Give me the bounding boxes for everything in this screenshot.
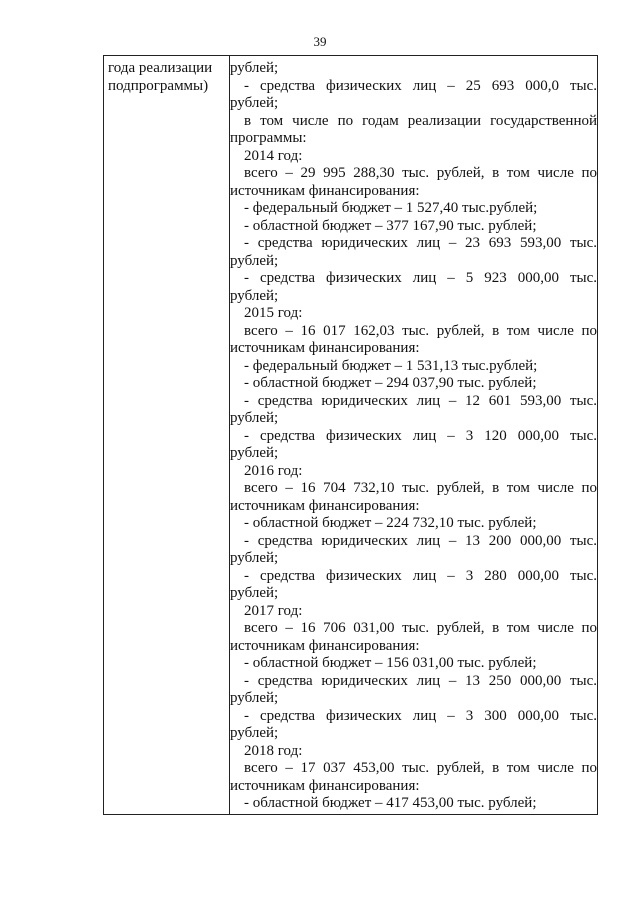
text-line: - областной бюджет – 377 167,90 тыс. рублей; [244, 217, 537, 234]
text-line: всего – 16 704 732,10 тыс. рублей, в том числе по [244, 480, 597, 496]
text-line: рублей; [230, 410, 279, 426]
left-cell-line: подпрограммы) [108, 77, 209, 94]
text-line: - средства физических лиц – 3 280 000,00 тыс. [244, 567, 597, 584]
text-line: рублей; [230, 585, 279, 601]
right-cell [230, 56, 598, 815]
text-line: в том числе по годам реализации государственной [244, 112, 597, 129]
text-line: рублей; [230, 725, 279, 741]
text-line: - средства юридических лиц – 13 200 000,00 тыс. [244, 532, 597, 549]
left-cell [104, 56, 230, 815]
year-heading: 2017 год: [244, 602, 303, 619]
text-line: - федеральный бюджет – 1 531,13 тыс.рублей; [244, 357, 538, 374]
year-heading: 2016 год: [244, 462, 303, 479]
year-heading: 2015 год: [244, 305, 303, 321]
text-line: рублей; [230, 445, 279, 461]
year-heading: 2018 год: [244, 742, 303, 759]
text-line: рублей; [230, 60, 279, 76]
left-cell-text [104, 56, 229, 95]
text-line: - областной бюджет – 417 453,00 тыс. рублей; [244, 795, 537, 811]
text-line: рублей; [230, 287, 279, 304]
text-line: рублей; [230, 252, 279, 269]
text-line: источникам финансирования: [230, 182, 420, 199]
text-line: - средства юридических лиц – 12 601 593,00 тыс. [244, 392, 597, 409]
text-line: - средства юридических лиц – 13 250 000,00 тыс. [244, 672, 597, 689]
text-line: рублей; [230, 690, 279, 706]
text-line: всего – 16 017 162,03 тыс. рублей, в том числе по [244, 322, 597, 339]
text-line: источникам финансирования: [230, 637, 420, 654]
text-line: всего – 16 706 031,00 тыс. рублей, в том числе по [244, 620, 597, 636]
table-row [104, 56, 598, 815]
text-line: рублей; [230, 95, 279, 111]
funding-table [103, 55, 598, 815]
text-line: - областной бюджет – 156 031,00 тыс. рублей; [244, 655, 537, 671]
text-line: источникам финансирования: [230, 340, 420, 356]
text-line: - средства физических лиц – 25 693 000,0 тыс. [244, 77, 597, 94]
funding-text [230, 56, 597, 814]
text-line: рублей; [230, 550, 279, 566]
text-line: - средства юридических лиц – 23 693 593,00 тыс. [244, 235, 597, 251]
text-line: источникам финансирования: [230, 777, 420, 794]
text-line: всего – 29 995 288,30 тыс. рублей, в том числе по [244, 165, 597, 181]
text-line: всего – 17 037 453,00 тыс. рублей, в том числе по [244, 760, 597, 776]
text-line: - областной бюджет – 294 037,90 тыс. рублей; [244, 375, 537, 391]
text-line: программы: [230, 130, 307, 146]
left-cell-line: года реализации [108, 60, 213, 76]
text-line: - областной бюджет – 224 732,10 тыс. рублей; [244, 515, 537, 531]
page-number: 39 [313, 34, 327, 49]
text-line: - средства физических лиц – 3 120 000,00 тыс. [244, 427, 597, 444]
text-line: - федеральный бюджет – 1 527,40 тыс.рублей; [244, 200, 538, 216]
year-heading: 2014 год: [244, 147, 303, 164]
text-line: источникам финансирования: [230, 497, 420, 514]
text-line: - средства физических лиц – 3 300 000,00 тыс. [244, 707, 597, 724]
text-line: - средства физических лиц – 5 923 000,00 тыс. [244, 270, 597, 286]
